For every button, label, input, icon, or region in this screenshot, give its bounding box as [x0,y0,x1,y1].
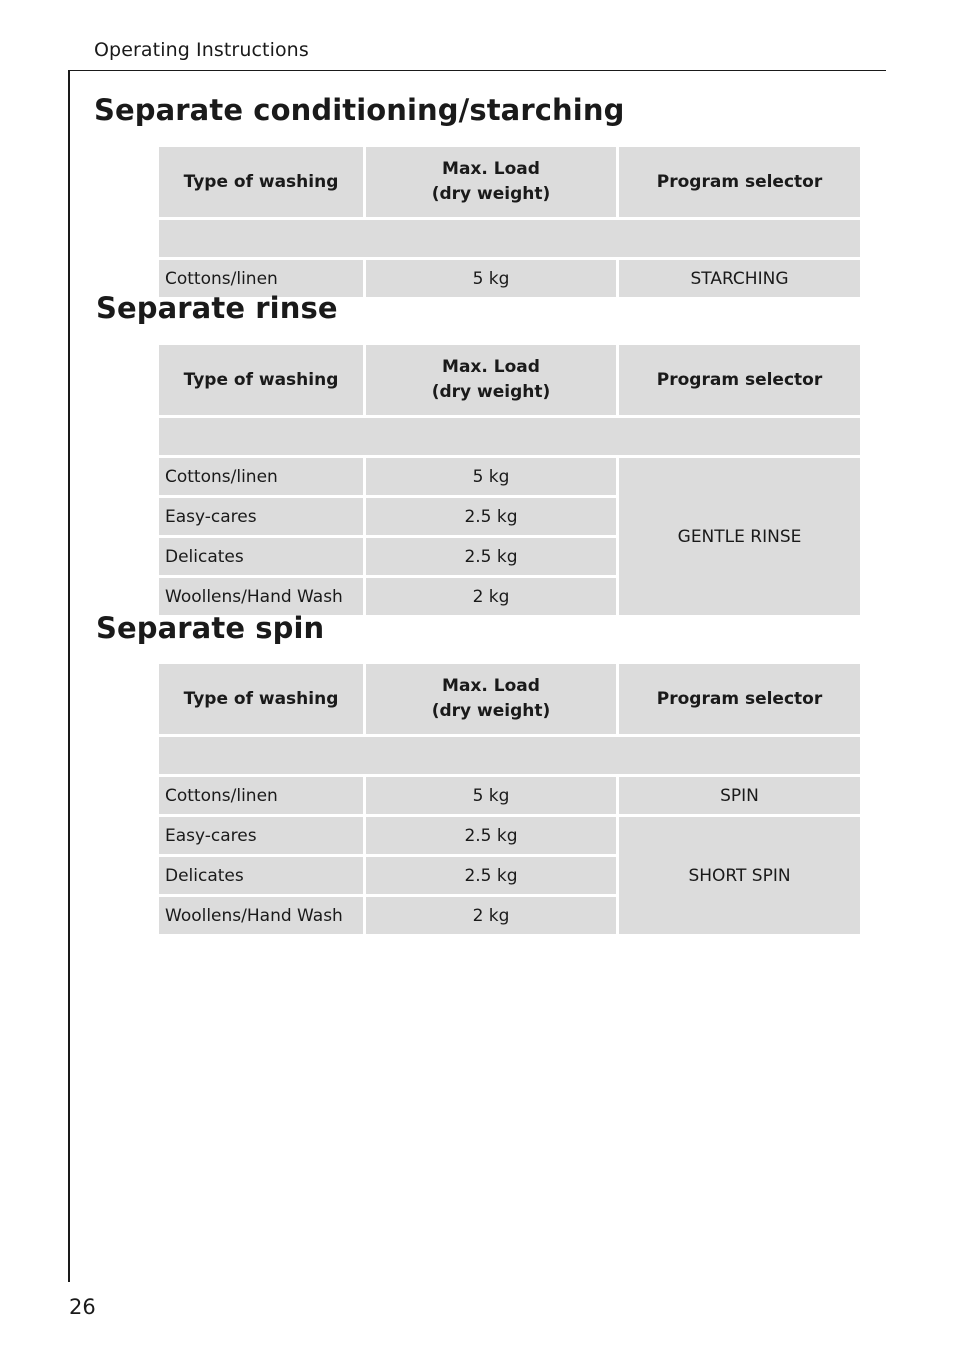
section-title-spin: Separate spin [96,611,325,645]
table-header-row [159,147,860,217]
table-header-row [159,664,860,734]
header-max-load [366,664,616,734]
type-cell: Easy-cares [159,498,363,535]
conditioning-table [156,144,863,300]
program-cell-short-spin: SHORT SPIN [619,817,860,934]
section-title-rinse: Separate rinse [96,291,338,325]
header-max-load-line1: Max. Load [442,159,540,179]
load-cell: 5 kg [366,458,616,495]
type-cell: Delicates [159,538,363,575]
type-cell: Woollens/Hand Wash [159,897,363,934]
program-cell: SPIN [619,777,860,814]
header-program-selector: Program selector [619,345,860,415]
rinse-table [156,342,863,618]
header-type-of-washing: Type of washing [159,345,363,415]
page-number: 26 [69,1295,96,1319]
load-cell: 2 kg [366,578,616,615]
header-max-load-line2: (dry weight) [431,701,551,721]
header-max-load-line1: Max. Load [442,676,540,696]
load-cell: 2.5 kg [366,857,616,894]
type-cell: Easy-cares [159,817,363,854]
table-row [159,817,860,854]
type-cell: Cottons/linen [159,777,363,814]
table-row [159,777,860,814]
header-max-load-line2: (dry weight) [431,184,551,204]
type-cell: Cottons/linen [159,458,363,495]
header-type-of-washing: Type of washing [159,664,363,734]
load-cell: 5 kg [366,260,616,297]
load-cell: 5 kg [366,777,616,814]
running-title: Operating Instructions [94,39,309,61]
load-cell: 2.5 kg [366,498,616,535]
header-type-of-washing: Type of washing [159,147,363,217]
table-row [159,458,860,495]
type-cell: Delicates [159,857,363,894]
section-title-conditioning: Separate conditioning/starching [94,93,625,127]
load-cell: 2 kg [366,897,616,934]
header-program-selector: Program selector [619,664,860,734]
header-rule [68,70,886,71]
program-cell-gentle-rinse: GENTLE RINSE [619,458,860,615]
load-cell: 2.5 kg [366,817,616,854]
type-cell: Woollens/Hand Wash [159,578,363,615]
margin-rule [68,70,70,1282]
header-program-selector: Program selector [619,147,860,217]
table-header-row [159,345,860,415]
type-cell: Cottons/linen [159,260,363,297]
load-cell: 2.5 kg [366,538,616,575]
spin-table [156,661,863,937]
header-max-load-line1: Max. Load [442,357,540,377]
program-cell: STARCHING [619,260,860,297]
header-max-load [366,345,616,415]
header-max-load [366,147,616,217]
header-max-load-line2: (dry weight) [431,382,551,402]
